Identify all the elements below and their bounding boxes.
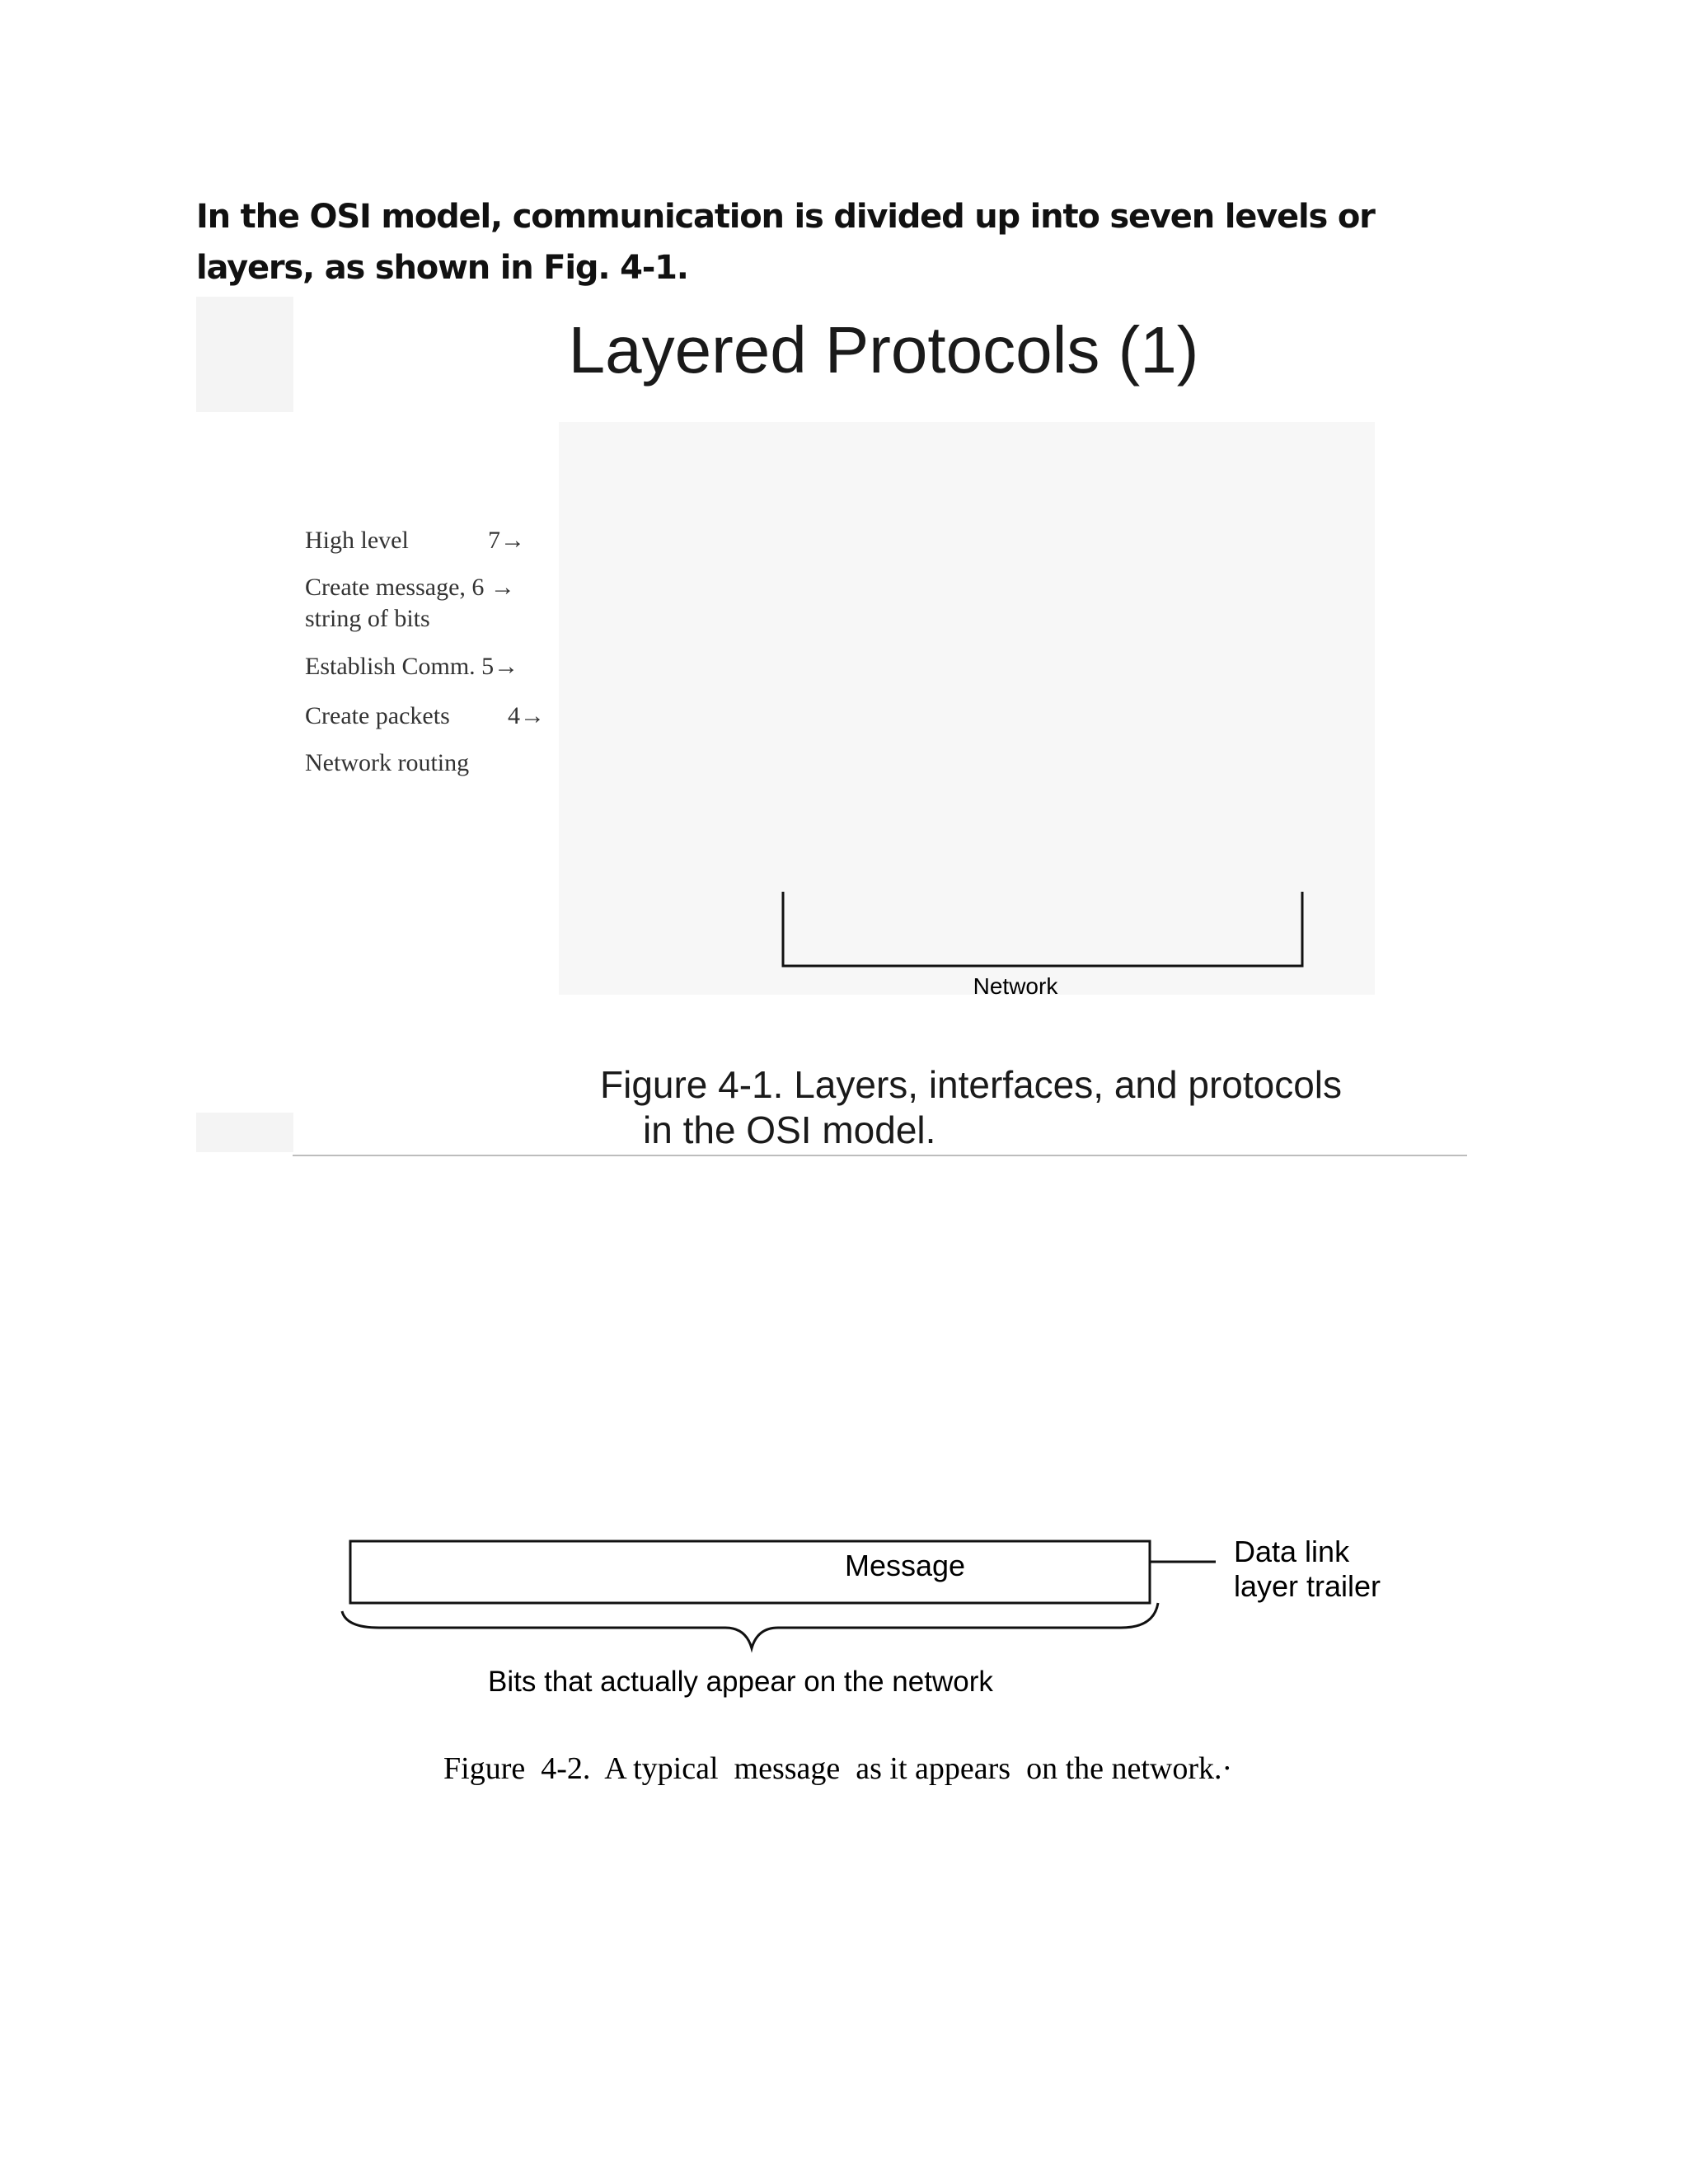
note-5-line-1: Network routing [305,749,470,776]
intro-paragraph: In the OSI model, communication is divided up into seven levels or layers, as shown in Fig. 4-1. [196,198,1375,287]
note-2-line-2: string of bits [305,605,430,632]
note-4-line-1: Create packets [305,702,450,729]
fig1-caption-line2: in the OSI model. [643,1108,936,1151]
fig1-caption-line1: Figure 4-1. Layers, interfaces, and protocols [600,1063,1343,1106]
note-1-line-2: 7→ [488,527,525,554]
note-4-line-2: 4→ [508,702,545,729]
fig1-title: Layered Protocols (1) [568,313,1199,387]
note-1-line-1: High level [305,527,409,554]
bits-brace [342,1603,1158,1648]
bits-label: Bits that actually appear on the network [488,1666,993,1698]
trailer-label-line1: Data link [1234,1535,1350,1568]
fig2-caption: Figure 4-2. A typical message as it appears on the network.· [443,1751,1233,1786]
frame-outline [350,1541,1150,1603]
figure-4-1 [305,313,1375,1151]
network-label: Network [973,973,1058,999]
fig1-background [559,422,1375,995]
message-label: Message [844,1549,966,1582]
layer-notes [305,527,545,776]
note-3-line-1: Establish Comm. 5→ [305,653,519,680]
trailer-label-line2: layer trailer [1234,1569,1381,1603]
note-2-line-1: Create message, 6 → [305,574,515,601]
figure-4-2 [342,1535,1381,1786]
